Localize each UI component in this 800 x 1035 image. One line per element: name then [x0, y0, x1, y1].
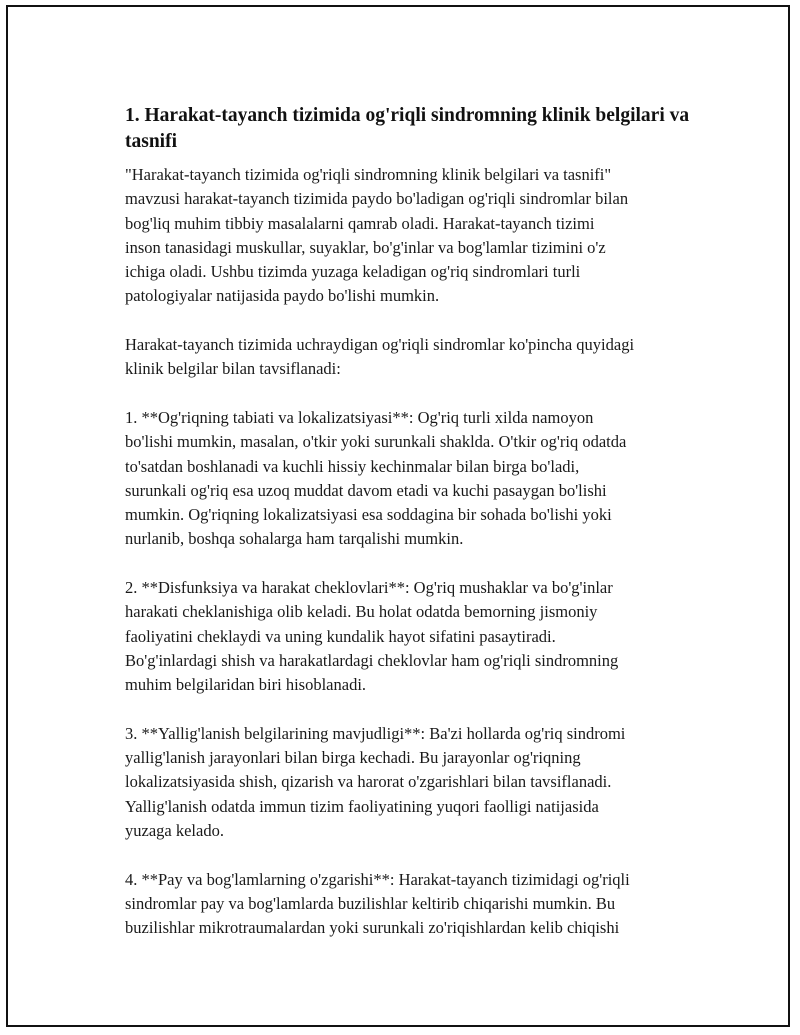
document-body [125, 103, 705, 965]
paragraph-item-1: 1. **Og'riqning tabiati va lokalizatsiyasi**: Og'riq turli xilda namoyon bo'lishi mumkin, masalan, o'tkir yoki surunkali shaklda. O'tkir og'riq odatda to'satdan boshlanadi va kuchli hissiy kechinmalar bilan birga bo'ladi, surunkali og'riq esa uzoq muddat davom etadi va kuchi pasaygan bo'lishi mumkin. Og'riqning lokalizatsiyasi esa soddagina bir sohada bo'lishi yoki nurlanib, boshqa sohalarga ham tarqalishi mumkin. [125, 407, 627, 549]
document-title: 1. Harakat-tayanch tizimida og'riqli sindromning klinik belgilari va tasnifi [125, 105, 690, 152]
paragraph-item-4: 4. **Pay va bog'lamlarning o'zgarishi**: Harakat-tayanch tizimidagi og'riqli sindromlar pay va bog'lamlarda buzilishlar keltirib chiqarishi mumkin. Bu buzilishlar mikrotraumalardan yoki surunkali zo'riqishlardan kelib chiqishi [125, 869, 630, 938]
paragraph-item-3: 3. **Yallig'lanish belgilarining mavjudligi**: Ba'zi hollarda og'riq sindromi yallig'lanish jarayonlari bilan birga kechadi. Bu jarayonlar og'riqning lokalizatsiyasida shish, qizarish va harorat o'zgarishlari bilan tavsiflanadi. Yallig'lanish odatda immun tizim faoliyatining yuqori faolligi natijasida yuzaga kelado. [125, 723, 626, 841]
paragraph-intro: "Harakat-tayanch tizimida og'riqli sindromning klinik belgilari va tasnifi" mavzusi harakat-tayanch tizimida paydo bo'ladigan og'riqli sindromlar bilan bog'liq muhim tibbiy masalalarni qamrab oladi. Harakat-tayanch tizimi inson tanasidagi muskullar, suyaklar, bo'g'inlar va bog'lamlar tizimini o'z ichiga oladi. Ushbu tizimda yuzaga keladigan og'riq sindromlari turli patologiyalar natijasida paydo bo'lishi mumkin. [125, 165, 629, 306]
page-frame [6, 5, 790, 1027]
paragraph-lead: Harakat-tayanch tizimida uchraydigan og'riqli sindromlar ko'pincha quyidagi klinik belgilar bilan tavsiflanadi: [125, 335, 635, 379]
paragraph-item-2: 2. **Disfunksiya va harakat cheklovlari**: Og'riq mushaklar va bo'g'inlar harakati cheklanishiga olib keladi. Bu holat odatda bemorning jismoniy faoliyatini cheklaydi va uning kundalik hayot sifatini pasaytiradi. Bo'g'inlardagi shish va harakatlardagi cheklovlar ham og'riqli sindromning muhim belgilaridan biri hisoblanadi. [125, 578, 619, 695]
